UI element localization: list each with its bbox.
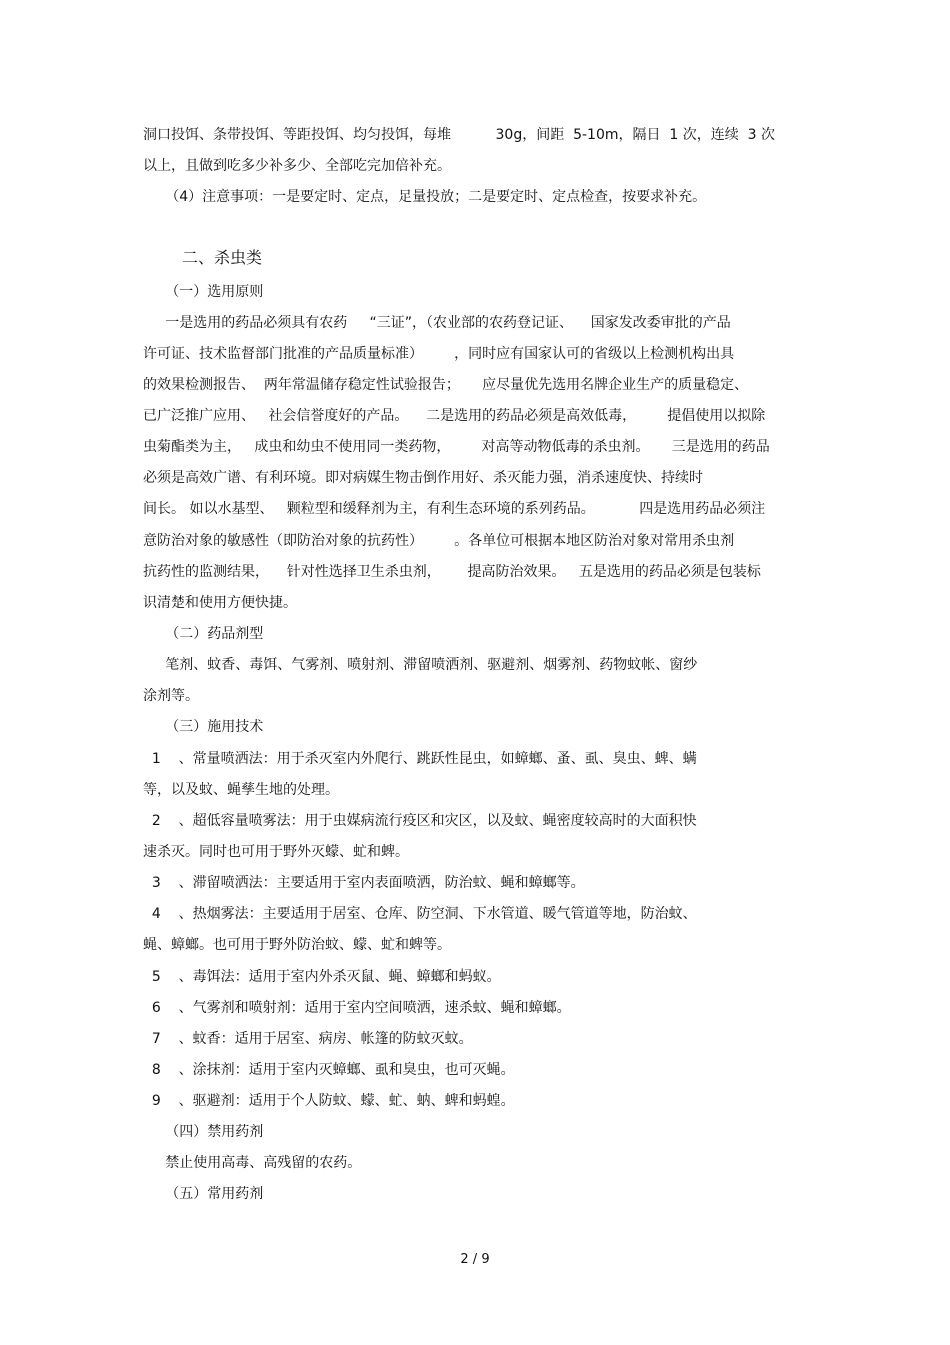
text-line: 速杀灭。同时也可用于野外灭蠓、虻和蜱。 [143, 844, 409, 860]
text-line: 必须是高效广谱、有利环境。即对病媒生物击倒作用好、杀灭能力强，消杀速度快、持续时 [143, 470, 703, 486]
text-line: 6 、气雾剂和喷射剂：适用于室内空间喷洒，速杀蚊、蝇和蟑螂。 [143, 1000, 571, 1016]
text-line: 4 、热烟雾法：主要适用于居室、仓库、防空洞、下水管道、暖气管道等地，防治蚊、 [143, 906, 697, 922]
text-line: （四）禁用药剂 [143, 1124, 264, 1140]
text-line: 等，以及蚊、蝇孳生地的处理。 [143, 782, 339, 798]
text-line: 已广泛推广应用、 社会信誉度好的产品。 二是选用的药品必须是高效低毒， 提倡使用以拟除 [143, 408, 766, 424]
text-line: 5 、毒饵法：适用于室内外杀灭鼠、蝇、蟑螂和蚂蚁。 [143, 969, 501, 985]
text-line: 1 、常量喷洒法：用于杀灭室内外爬行、跳跃性昆虫，如蟑螂、蚤、虱、臭虫、蜱、螨 [143, 751, 697, 767]
text-line: 抗药性的监测结果， 针对性选择卫生杀虫剂， 提高防治效果。 五是选用的药品必须是包装标 [143, 564, 761, 580]
text-line: 2 、超低容量喷雾法：用于虫媒病流行疫区和灾区，以及蚊、蝇密度较高时的大面积快 [143, 813, 697, 829]
text-line: 3 、滞留喷洒法：主要适用于室内表面喷洒，防治蚊、蝇和蟑螂等。 [143, 875, 585, 891]
text-line: 笔剂、蚊香、毒饵、气雾剂、喷射剂、滞留喷洒剂、驱避剂、烟雾剂、药物蚊帐、窗纱 [143, 657, 698, 673]
text-line: 间长。 如以水基型、 颗粒型和缓释剂为主，有利生态环境的系列药品。 四是选用药品必须注 [143, 501, 766, 517]
text-line: 一是选用的药品必须具有农药 “三证”，（农业部的农药登记证、 国家发改委审批的产品 [143, 315, 731, 331]
text-line: 以上，且做到吃多少补多少、全部吃完加倍补充。 [143, 158, 451, 174]
text-line: 许可证、技术监督部门批准的产品质量标准） ，同时应有国家认可的省级以上检测机构出具 [143, 346, 735, 362]
text-line: 虫菊酯类为主， 成虫和幼虫不使用同一类药物， 对高等动物低毒的杀虫剂。 三是选用的药品 [143, 439, 770, 455]
text-line: （二）药品剂型 [143, 626, 264, 642]
text-line: 洞口投饵、条带投饵、等距投饵、均匀投饵，每堆 30g，间距 5-10m，隔日 1 次，连续 3 次 [143, 127, 776, 143]
text-line: （4）注意事项：一是要定时、定点，足量投放；二是要定时、定点检查，按要求补充。 [143, 189, 707, 205]
text-line: 涂剂等。 [143, 688, 199, 704]
text-line: 蝇、蟑螂。也可用于野外防治蚊、蠓、虻和蜱等。 [143, 937, 451, 953]
text-line: （三）施用技术 [143, 719, 264, 735]
text-line: （一）选用原则 [143, 284, 264, 300]
text-line: 的效果检测报告、 两年常温储存稳定性试验报告； 应尽量优先选用名牌企业生产的质量稳定、 [143, 377, 749, 393]
text-line: 9 、驱避剂：适用于个人防蚊、蠓、虻、蚋、蜱和蚂蝗。 [143, 1093, 515, 1109]
section-heading: 二、杀虫类 [182, 248, 263, 267]
page-number: 2 / 9 [460, 1252, 490, 1267]
text-line: 禁止使用高毒、高残留的农药。 [143, 1155, 362, 1171]
text-line: （五）常用药剂 [143, 1186, 264, 1202]
text-line: 8 、涂抹剂：适用于室内灭蟑螂、虱和臭虫，也可灭蝇。 [143, 1062, 515, 1078]
text-line: 7 、蚊香：适用于居室、病房、帐篷的防蚊灭蚊。 [143, 1031, 473, 1047]
text-line: 识清楚和使用方便快捷。 [143, 595, 297, 611]
text-line: 意防治对象的敏感性（即防治对象的抗药性） 。各单位可根据本地区防治对象对常用杀虫剂 [143, 533, 735, 549]
